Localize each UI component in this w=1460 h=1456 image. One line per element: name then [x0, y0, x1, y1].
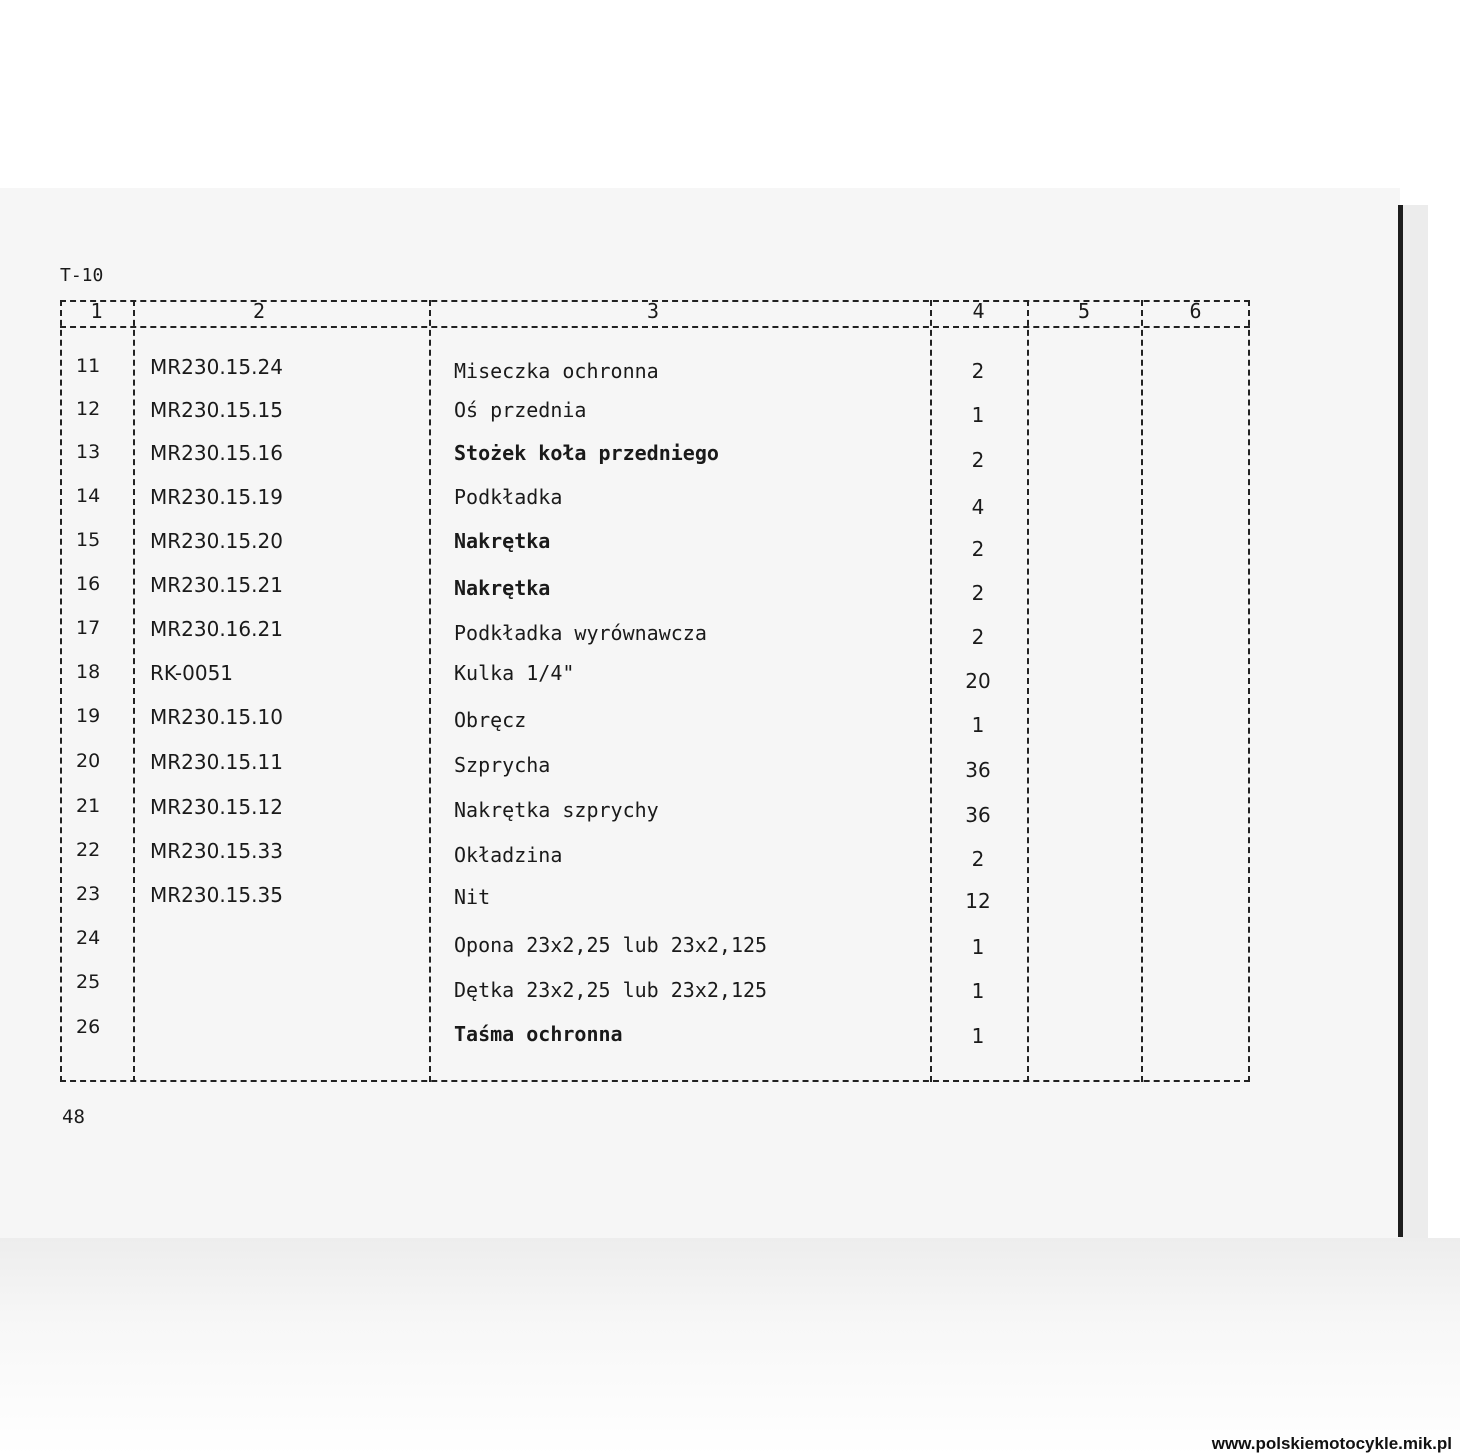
part-name: Taśma ochronna [454, 1022, 623, 1046]
part-quantity: 36 [965, 758, 991, 782]
column-header-4: 4 [972, 299, 985, 323]
row-number: 21 [76, 795, 101, 817]
part-name: Nakrętka szprychy [454, 798, 659, 822]
row-number: 17 [76, 617, 101, 639]
table-row [60, 441, 1250, 485]
page-edge [1398, 205, 1403, 1237]
part-name: Nakrętka [454, 529, 551, 553]
table-row [60, 883, 1250, 927]
part-code: MR230.15.35 [150, 883, 283, 907]
part-quantity: 1 [971, 713, 985, 737]
row-number: 25 [76, 971, 101, 993]
part-name: Stożek koła przedniego [454, 441, 719, 465]
part-code: MR230.15.16 [150, 441, 283, 465]
row-number: 11 [76, 355, 101, 377]
row-number: 26 [76, 1016, 101, 1038]
part-quantity: 2 [971, 359, 985, 383]
table-row [60, 529, 1250, 573]
part-code: MR230.15.24 [150, 355, 283, 379]
row-number: 24 [76, 927, 101, 949]
part-quantity: 1 [971, 403, 985, 427]
part-quantity: 1 [971, 1024, 985, 1048]
table-row [60, 398, 1250, 442]
part-code: MR230.15.10 [150, 705, 283, 729]
part-code: MR230.15.20 [150, 529, 283, 553]
table-id: T-10 [60, 265, 104, 286]
part-name: Kulka 1/4" [454, 661, 575, 685]
table-row [60, 705, 1250, 749]
part-quantity: 4 [971, 495, 985, 519]
part-name: Szprycha [454, 753, 551, 777]
page-number: 48 [62, 1106, 85, 1128]
top-margin [0, 0, 1460, 188]
row-number: 12 [76, 398, 101, 420]
part-code: MR230.15.21 [150, 573, 283, 597]
column-header-3: 3 [647, 299, 660, 323]
row-number: 18 [76, 661, 101, 683]
table-row [60, 971, 1250, 1015]
table-row [60, 1016, 1250, 1060]
column-header-2: 2 [253, 299, 266, 323]
row-number: 19 [76, 705, 101, 727]
part-code: MR230.15.12 [150, 795, 283, 819]
row-number: 23 [76, 883, 101, 905]
table-row [60, 485, 1250, 529]
row-number: 14 [76, 485, 101, 507]
row-number: 13 [76, 441, 101, 463]
part-quantity: 2 [971, 625, 985, 649]
part-name: Oś przednia [454, 398, 587, 422]
part-name: Opona 23x2,25 lub 23x2,125 [454, 933, 768, 957]
table-row [60, 927, 1250, 971]
part-name: Obręcz [454, 708, 527, 732]
column-header-6: 6 [1189, 299, 1202, 323]
part-quantity: 36 [965, 803, 991, 827]
part-code: MR230.15.19 [150, 485, 283, 509]
row-number: 20 [76, 750, 101, 772]
part-name: Miseczka ochronna [454, 359, 659, 383]
header-separator [60, 326, 1250, 328]
part-quantity: 2 [971, 847, 985, 871]
table-row [60, 750, 1250, 794]
table-row [60, 795, 1250, 839]
part-quantity: 1 [971, 935, 985, 959]
part-quantity: 1 [971, 979, 985, 1003]
table-row [60, 839, 1250, 883]
part-code: MR230.15.11 [150, 750, 283, 774]
part-name: Nit [454, 885, 491, 909]
part-name: Podkładka [454, 485, 563, 509]
row-number: 15 [76, 529, 101, 551]
column-header-5: 5 [1077, 299, 1091, 323]
part-name: Okładzina [454, 843, 563, 867]
column-header-1: 1 [90, 299, 103, 323]
site-watermark: www.polskiemotocykle.mik.pl [1211, 1434, 1452, 1453]
part-name: Dętka 23x2,25 lub 23x2,125 [454, 978, 768, 1002]
table-row [60, 355, 1250, 399]
part-name: Podkładka wyrównawcza [454, 621, 707, 645]
table-row [60, 573, 1250, 617]
part-code: MR230.16.21 [150, 617, 283, 641]
table-row [60, 661, 1250, 705]
row-number: 16 [76, 573, 101, 595]
table-row [60, 617, 1250, 661]
row-number: 22 [76, 839, 101, 861]
part-name: Nakrętka [454, 576, 551, 600]
part-quantity: 20 [965, 669, 991, 693]
part-quantity: 2 [971, 581, 985, 605]
next-page-shadow [1400, 205, 1428, 1240]
part-code: MR230.15.33 [150, 839, 283, 863]
bottom-strip [0, 1238, 1460, 1456]
part-quantity: 12 [965, 889, 991, 913]
part-quantity: 2 [971, 448, 985, 472]
part-code: RK-0051 [150, 661, 234, 685]
part-quantity: 2 [971, 537, 985, 561]
part-code: MR230.15.15 [150, 398, 283, 422]
